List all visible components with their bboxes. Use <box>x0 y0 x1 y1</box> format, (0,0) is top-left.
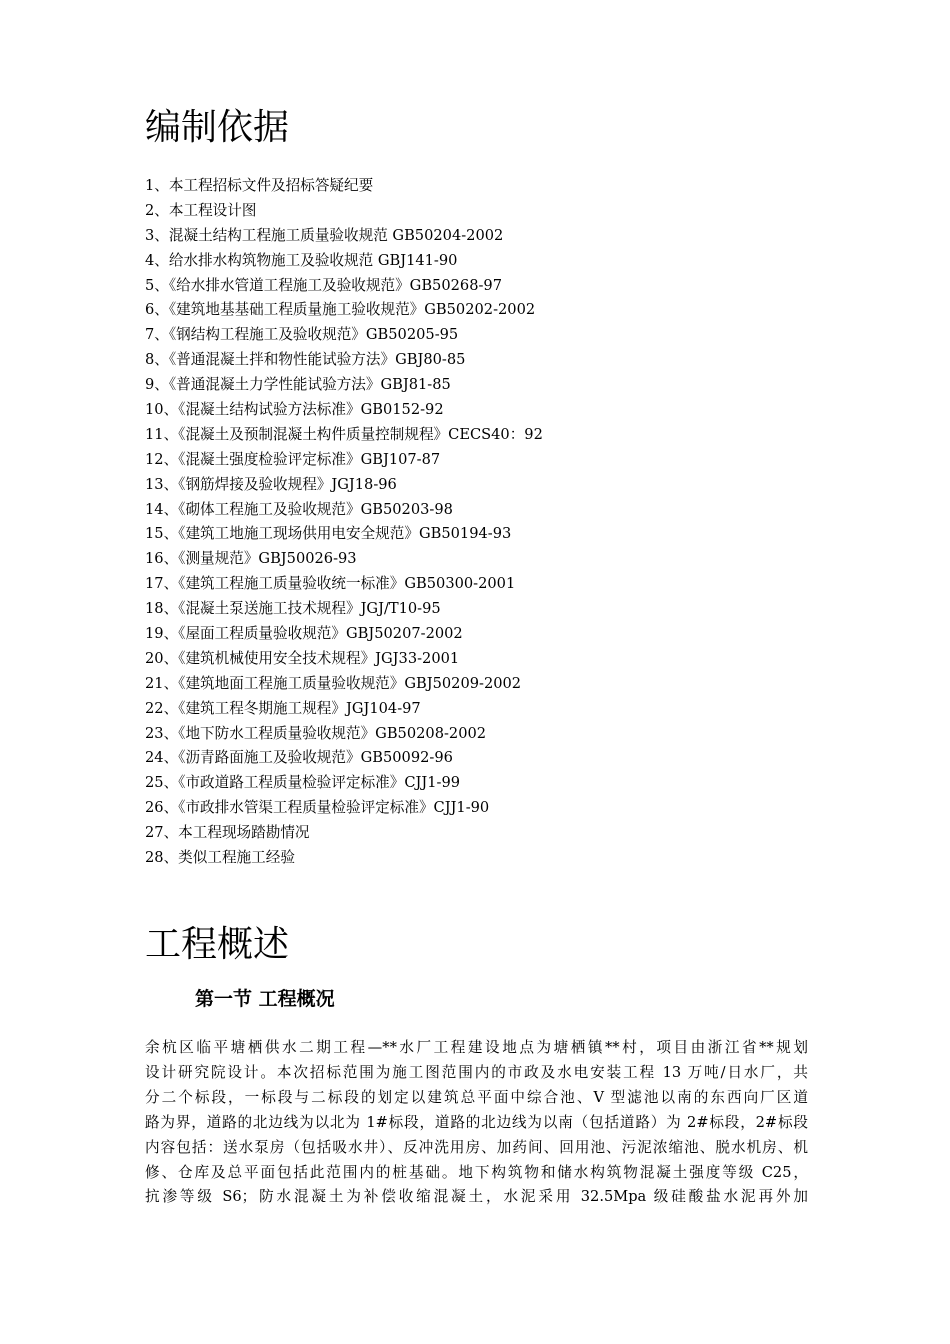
list-item: 16、《测量规范》GBJ50026-93 <box>145 550 357 568</box>
list-item: 14、《砌体工程施工及验收规范》GB50203-98 <box>145 500 453 518</box>
list-item: 22、《建筑工程冬期施工规程》JGJ104-97 <box>145 699 421 717</box>
list-item: 12、《混凝土强度检验评定标准》GBJ107-87 <box>145 450 441 468</box>
subsection-title: 第一节 工程概况 <box>195 988 335 1010</box>
list-item: 5、《给水排水管道工程施工及验收规范》GB50268-97 <box>145 276 502 294</box>
list-item: 10、《混凝土结构试验方法标准》GB0152-92 <box>145 401 444 419</box>
list-item: 15、《建筑工地施工现场供用电安全规范》GB50194-93 <box>145 525 512 543</box>
paragraph-line: 内容包括：送水泵房（包括吸水井）、反冲洗用房、加药间、回用池、污泥浓缩池、脱水机房、机 <box>145 1138 808 1156</box>
list-item: 17、《建筑工程施工质量验收统一标准》GB50300-2001 <box>145 575 516 593</box>
basis-list <box>145 174 543 871</box>
section-title-basis: 编制依据 <box>145 107 290 148</box>
list-item: 11、《混凝土及预制混凝土构件质量控制规程》CECS40：92 <box>145 425 543 443</box>
list-item: 7、《钢结构工程施工及验收规范》GB50205-95 <box>145 326 459 344</box>
paragraph-line: 修、仓库及总平面包括此范围内的桩基础。地下构筑物和储水构筑物混凝土强度等级 C25， <box>145 1163 808 1181</box>
paragraph-line: 设计研究院设计。本次招标范围为施工图范围内的市政及水电安装工程 13 万吨/日水厂，共 <box>145 1063 808 1081</box>
list-item: 21、《建筑地面工程施工质量验收规范》GBJ50209-2002 <box>145 674 522 692</box>
list-item: 4、给水排水构筑物施工及验收规范 GBJ141-90 <box>145 251 458 269</box>
overview-paragraph <box>145 1036 808 1210</box>
list-item: 2、本工程设计图 <box>145 201 257 219</box>
list-item: 26、《市政排水管渠工程质量检验评定标准》CJJ1-90 <box>145 799 490 817</box>
list-item: 3、混凝土结构工程施工质量验收规范 GB50204-2002 <box>145 226 504 244</box>
list-item: 25、《市政道路工程质量检验评定标准》CJJ1-99 <box>145 774 461 792</box>
paragraph-line: 抗渗等级 S6；防水混凝土为补偿收缩混凝土，水泥采用 32.5Mpa 级硅酸盐水泥再外加 <box>145 1188 808 1206</box>
paragraph-line: 路为界，道路的北边线为以北为 1#标段，道路的北边线为以南（包括道路）为 2#标段，2#标段 <box>145 1113 808 1131</box>
list-item: 8、《普通混凝土拌和物性能试验方法》GBJ80-85 <box>145 351 466 369</box>
list-item: 18、《混凝土泵送施工技术规程》JGJ/T10-95 <box>145 600 441 618</box>
list-item: 13、《钢筋焊接及验收规程》JGJ18-96 <box>145 475 397 493</box>
list-item: 23、《地下防水工程质量验收规范》GB50208-2002 <box>145 724 487 742</box>
list-item: 9、《普通混凝土力学性能试验方法》GBJ81-85 <box>145 376 451 394</box>
list-item: 19、《屋面工程质量验收规范》GBJ50207-2002 <box>145 625 463 643</box>
list-item: 6、《建筑地基基础工程质量施工验收规范》GB50202-2002 <box>145 301 536 319</box>
list-item: 1、本工程招标文件及招标答疑纪要 <box>145 177 374 194</box>
paragraph-line: 余杭区临平塘栖供水二期工程—**水厂工程建设地点为塘栖镇**村，项目由浙江省**规划 <box>145 1039 808 1056</box>
list-item: 28、类似工程施工经验 <box>145 849 295 867</box>
list-item: 24、《沥青路面施工及验收规范》GB50092-96 <box>145 749 453 767</box>
list-item: 20、《建筑机械使用安全技术规程》JGJ33-2001 <box>145 649 460 667</box>
section-title-overview: 工程概述 <box>145 924 290 965</box>
paragraph-line: 分二个标段，一标段与二标段的划定以建筑总平面中综合池、V 型滤池以南的东西向厂区道 <box>145 1088 808 1106</box>
list-item: 27、本工程现场踏勘情况 <box>145 824 310 842</box>
